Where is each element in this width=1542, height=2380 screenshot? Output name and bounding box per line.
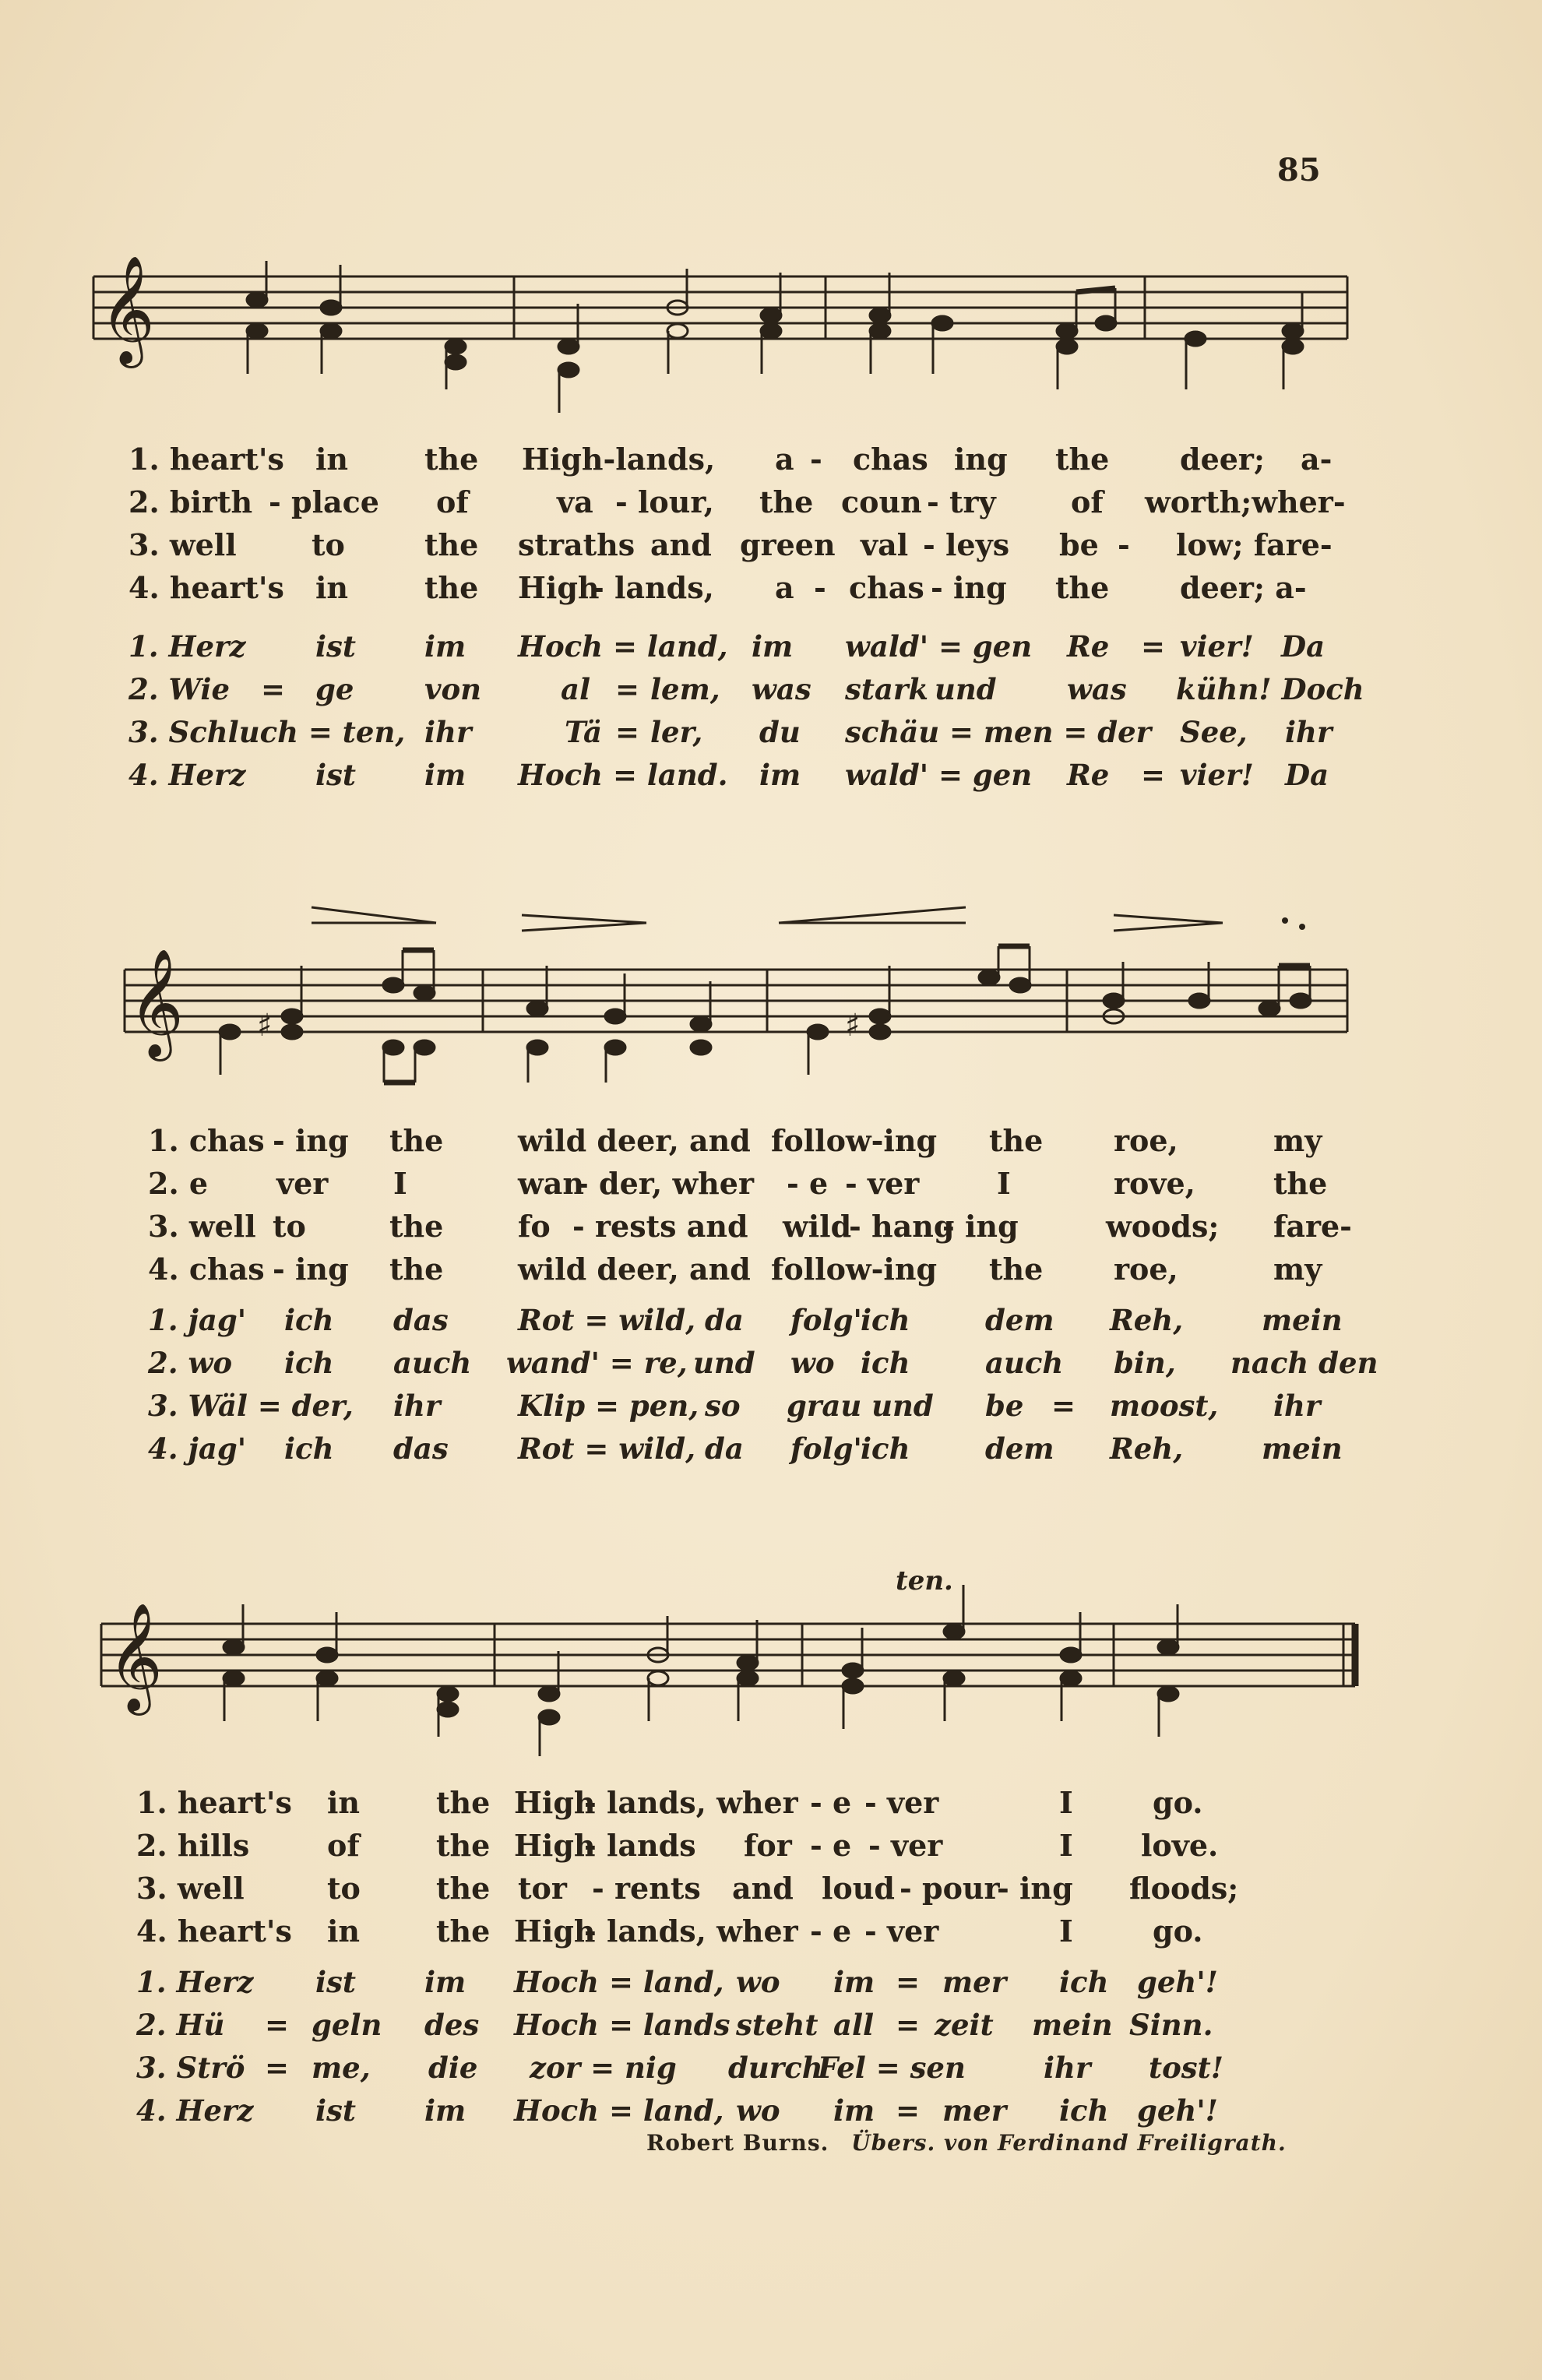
- translator-credit: Übers. von Ferdinand Freiligrath.: [851, 2130, 1287, 2156]
- lyrics-en-3-2: 2. hills of the High - lands for - e - ver I love.: [136, 1828, 1219, 1863]
- lyrics-en-2-1: 1. chas - ing the wild deer, and follow-ing the roe, my: [148, 1123, 1322, 1158]
- music-staff-1: [0, 257, 1542, 436]
- svg-text:♯: ♯: [845, 1008, 861, 1044]
- lyrics-en-3-1: 1. heart's in the High - lands, wher - e - ver I go.: [136, 1785, 1203, 1820]
- lyrics-en-2-3: 3. well to the fo - rests and wild - hang - ing woods; fare-: [148, 1209, 1352, 1244]
- lyrics-de-3-4: 4. Herz ist im Hoch = land, wo im = mer ich geh'!: [136, 2093, 1218, 2128]
- lyrics-de-1-3: 3. Schluch = ten, ihr Tä = ler, du schäu = men = der See, ihr: [128, 715, 1333, 749]
- lyrics-en-1-3: 3. well to the straths and green val - leys be - low; fare-: [128, 527, 1333, 562]
- music-staff-3: [0, 1581, 1542, 1768]
- lyrics-de-1-4: 4. Herz ist im Hoch = land. im wald' = gen Re = vier! Da: [128, 758, 1329, 792]
- lyrics-en-2-4: 4. chas - ing the wild deer, and follow-ing the roe, my: [148, 1252, 1322, 1287]
- lyrics-de-3-3: 3. Strö = me, die zor = nig durch Fel = sen ihr tost!: [136, 2051, 1223, 2085]
- page-number: 85: [1277, 152, 1321, 188]
- svg-text:𝄞: 𝄞: [100, 257, 155, 364]
- lyrics-de-2-2: 2. wo ich auch wand' = re, und wo ich auch bin, nach den: [148, 1346, 1378, 1380]
- lyrics-de-3-2: 2. Hü = geln des Hoch = lands steht all = zeit mein Sinn.: [136, 2008, 1213, 2042]
- author-name: Robert Burns.: [646, 2130, 829, 2156]
- lyrics-de-2-1: 1. jag' ich das Rot = wild, da folg' ich dem Reh, mein: [148, 1303, 1343, 1337]
- lyrics-en-2-2: 2. e ver I wan - der, wher - e - ver I rove, the: [148, 1166, 1328, 1201]
- tenuto-marking: ten.: [896, 1565, 953, 1597]
- lyrics-en-3-3: 3. well to the tor - rents and loud - pour - ing floods;: [136, 1871, 1239, 1906]
- song-credit: [646, 2130, 1287, 2156]
- lyrics-de-1-1: 1. Herz ist im Hoch = land, im wald' = gen Re = vier! Da: [128, 629, 1325, 664]
- lyrics-de-2-3: 3. Wäl = der, ihr Klip = pen, so grau und be = moost, ihr: [148, 1389, 1321, 1423]
- lyrics-de-2-4: 4. jag' ich das Rot = wild, da folg' ich dem Reh, mein: [148, 1431, 1343, 1466]
- lyrics-en-1-2: 2. birth - place of va - lour, the coun - try of worth;wher-: [128, 484, 1346, 519]
- lyrics-en-1-4: 4. heart's in the High - lands, a - chas - ing the deer; a-: [128, 570, 1307, 605]
- svg-text:𝄞: 𝄞: [107, 1603, 163, 1711]
- lyrics-en-3-4: 4. heart's in the High - lands, wher - e - ver I go.: [136, 1914, 1203, 1949]
- lyrics-en-1-1: 1. heart's in the High-lands, a - chas ing the deer; a-: [128, 442, 1333, 477]
- music-staff-2: [0, 888, 1542, 1098]
- lyrics-de-1-2: 2. Wie = ge von al = lem, was stark und was kühn! Doch: [128, 672, 1364, 706]
- lyrics-de-3-1: 1. Herz ist im Hoch = land, wo im = mer ich geh'!: [136, 1965, 1218, 1999]
- svg-text:𝄞: 𝄞: [128, 949, 184, 1057]
- svg-text:♯: ♯: [257, 1008, 273, 1044]
